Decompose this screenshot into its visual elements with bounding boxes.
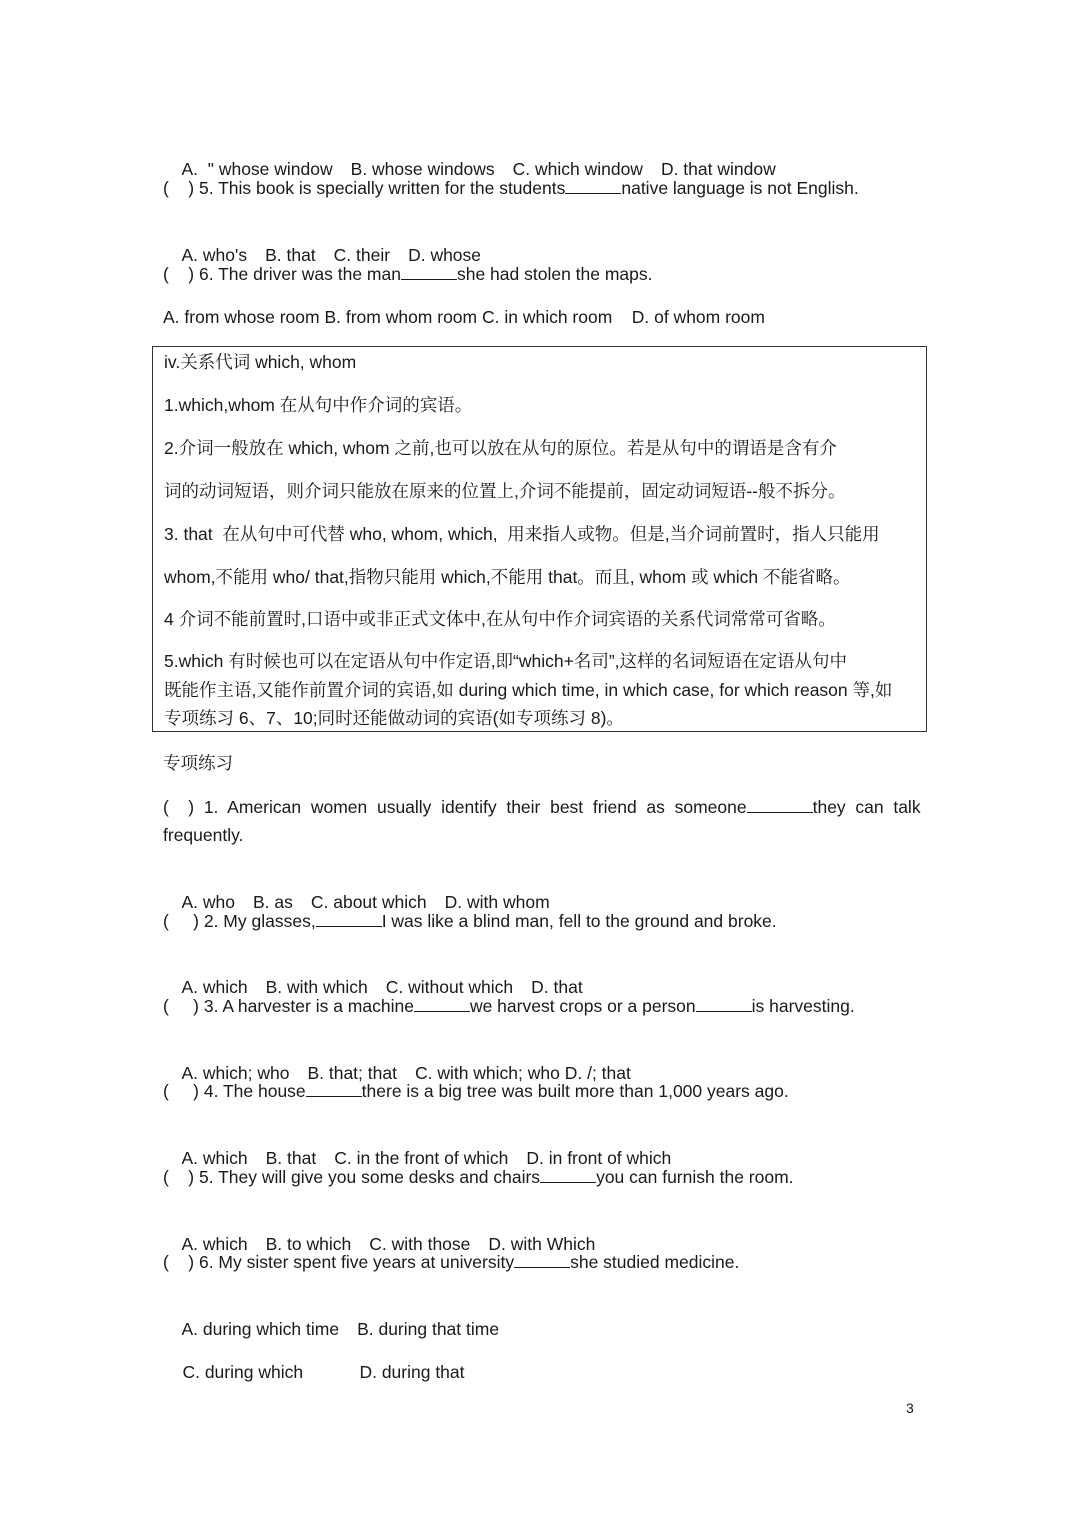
option: A. during which time (181, 1319, 340, 1339)
practice-q3: ( ) 3. A harvester is a machine we harvest crops or a person is harvesting. (163, 996, 855, 1016)
option: A. " whose window (181, 159, 333, 179)
note-point-4: 4 介词不能前置时,口语中或非正式文体中,在从句中作介词宾语的关系代词常常可省略。 (164, 609, 836, 629)
grammar-note-box (152, 346, 927, 732)
option: B. that; that (307, 1063, 397, 1083)
option: B. during that time (357, 1319, 500, 1339)
option: C. their (333, 245, 391, 265)
practice-q5: ( ) 5. They will give you some desks and chairs you can furnish the room. (163, 1167, 794, 1187)
option: B. as (252, 892, 293, 912)
option: A. which (181, 1148, 248, 1168)
option: C. about which (310, 892, 427, 912)
option: D. whose (408, 245, 482, 265)
option: D. with Which (488, 1234, 596, 1254)
option: B. to which (265, 1234, 352, 1254)
option: C. with those (369, 1234, 471, 1254)
note-point-3b: whom,不能用 who/ that,指物只能用 which,不能用 that。而且, whom 或 which 不能省略。 (164, 567, 851, 587)
box-title: iv.关系代词 which, whom (164, 352, 357, 372)
answer-blank (540, 1165, 596, 1183)
note-point-5c: 专项练习 6、7、10;同时还能做动词的宾语(如专项练习 8)。 (164, 708, 624, 728)
option: A. which (181, 1234, 248, 1254)
option: C. during which (182, 1362, 304, 1382)
note-point-2a: 2.介词一般放在 which, whom 之前,也可以放在从句的原位。若是从句中的谓语是含有介 (164, 438, 837, 458)
option: D. that (531, 977, 583, 997)
page-number: 3 (906, 1400, 914, 1416)
note-point-2b: 词的动词短语，则介词只能放在原来的位置上,介词不能提前，固定动词短语--般不拆分。 (164, 481, 846, 501)
note-point-5b: 既能作主语,又能作前置介词的宾语,如 during which time, in which case, for which reason 等,如 (164, 680, 893, 700)
note-point-3a: 3. that 在从句中可代替 who, whom, which, 用来指人或物。但是,当介词前置时，指人只能用 (164, 524, 880, 544)
practice-q6-options-b (163, 1336, 465, 1408)
practice-heading: 专项练习 (163, 753, 233, 773)
practice-q6: ( ) 6. My sister spent five years at university she studied medicine. (163, 1252, 740, 1272)
option: B. whose windows (350, 159, 495, 179)
option: A. who's (181, 245, 248, 265)
option: C. which window (512, 159, 643, 179)
option: A. which; who (181, 1063, 290, 1083)
option: C. in the front of which (334, 1148, 509, 1168)
note-point-5a: 5.which 有时候也可以在定语从句中作定语,即“which+名司”,这样的名词短语在定语从句中 (164, 651, 848, 671)
question-5-top: ( ) 5. This book is specially written for the students native language is not English. (163, 178, 859, 198)
practice-q1-line1: ( ) 1. American women usually identify their best friend as someone they can talk (163, 797, 921, 817)
answer-blank (747, 795, 813, 813)
option: B. with which (265, 977, 368, 997)
q6-options-top: A. from whose room B. from whom room C. in which room D. of whom room (163, 307, 765, 327)
answer-blank (306, 1079, 362, 1097)
answer-blank (414, 994, 470, 1012)
option: D. that window (660, 159, 776, 179)
option: A. which (181, 977, 248, 997)
question-6-top: ( ) 6. The driver was the man she had stolen the maps. (163, 264, 653, 284)
practice-q1-line2: frequently. (163, 825, 244, 845)
answer-blank (316, 909, 382, 927)
practice-q2: ( ) 2. My glasses, I was like a blind man, fell to the ground and broke. (163, 911, 777, 931)
option: D. in front of which (526, 1148, 672, 1168)
note-point-1: 1.which,whom 在从句中作介词的宾语。 (164, 395, 473, 415)
option: D. during that (359, 1362, 465, 1382)
answer-blank (565, 176, 621, 194)
practice-q4: ( ) 4. The house there is a big tree was built more than 1,000 years ago. (163, 1081, 789, 1101)
option: B. that (265, 245, 316, 265)
option: C. with which; who D. /; that (414, 1063, 631, 1083)
answer-blank (514, 1250, 570, 1268)
answer-blank (696, 994, 752, 1012)
option: C. without which (385, 977, 514, 997)
answer-blank (401, 262, 457, 280)
option: A. who (181, 892, 235, 912)
option: B. that (265, 1148, 317, 1168)
option: D. with whom (444, 892, 550, 912)
